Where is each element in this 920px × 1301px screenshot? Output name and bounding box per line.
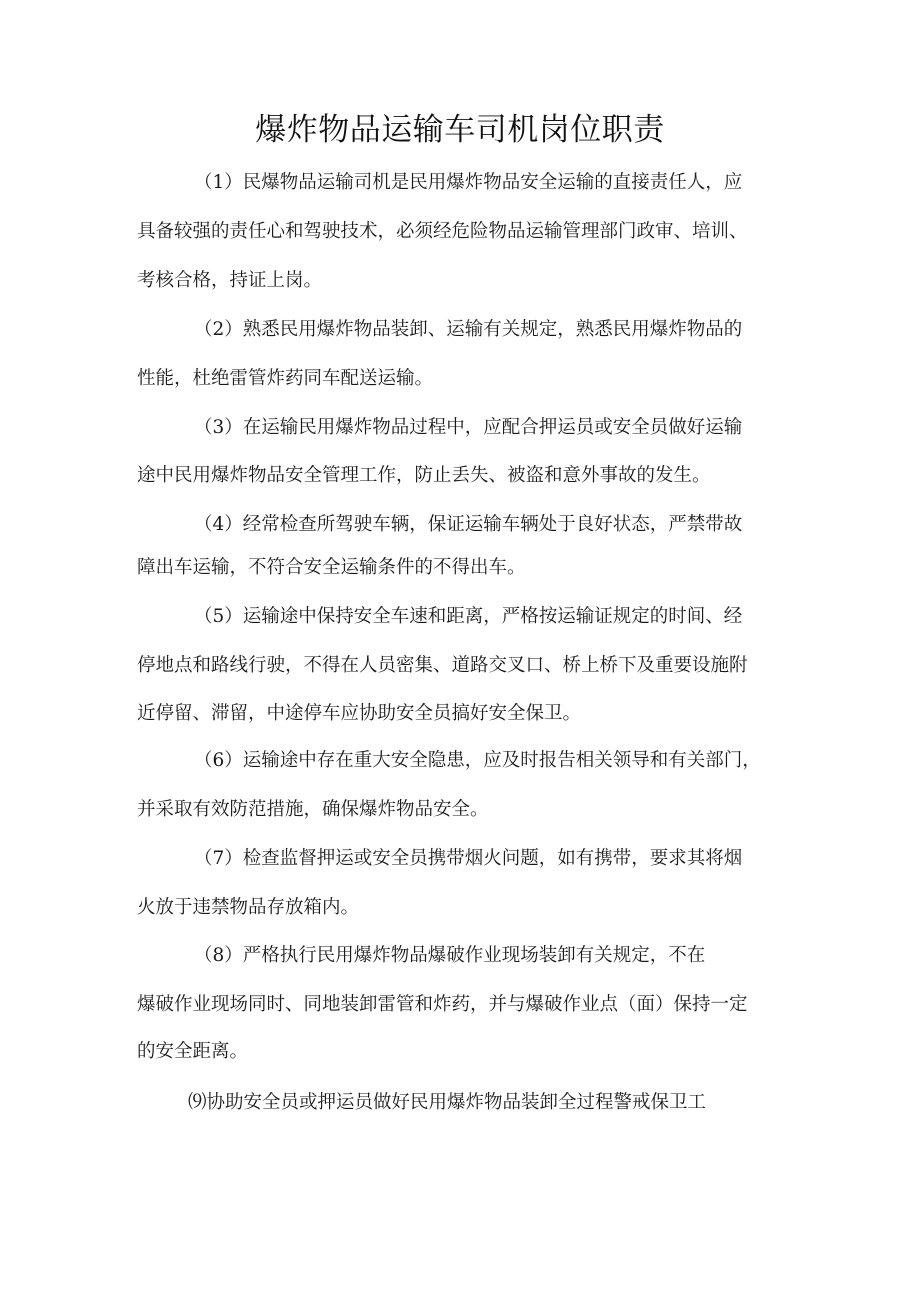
p5-line-3: 近停留、滞留，中途停车应协助安全员搞好安全保卫。: [137, 703, 582, 724]
p4-line-1: （4）经常检查所驾驶车辆，保证运输车辆处于良好状态，严禁带故: [194, 514, 743, 535]
p4-line-2: 障出车运输，不符合安全运输条件的不得出车。: [137, 557, 526, 578]
p1-line-3: 考核合格，持证上岗。: [137, 270, 323, 291]
p8-line-1: （8）严格执行民用爆炸物品爆破作业现场装卸有关规定，不在: [194, 945, 706, 966]
p9-line-1: ⑼协助安全员或押运员做好民用爆炸物品装卸全过程警戒保卫工: [188, 1092, 707, 1113]
p8-line-3: 的安全距离。: [137, 1041, 249, 1062]
p6-line-1: （6）运输途中存在重大安全隐患，应及时报告相关领导和有关部门，: [194, 750, 761, 771]
document-title: 爆炸物品运输车司机岗位职责: [255, 112, 665, 148]
p1-line-2: 具备较强的责任心和驾驶技术，必须经危险物品运输管理部门政审、培训、: [137, 221, 748, 242]
p5-line-1: （5）运输途中保持安全车速和距离，严格按运输证规定的时间、经: [194, 606, 743, 627]
p2-line-1: （2）熟悉民用爆炸物品装卸、运输有关规定，熟悉民用爆炸物品的: [194, 319, 743, 340]
p8-line-2: 爆破作业现场同时、同地装卸雷管和炸药，并与爆破作业点（面）保持一定: [137, 994, 748, 1015]
p7-line-2: 火放于违禁物品存放箱内。: [137, 897, 360, 918]
p2-line-2: 性能，杜绝雷管炸药同车配送运输。: [137, 368, 434, 389]
p7-line-1: （7）检查监督押运或安全员携带烟火问题，如有携带，要求其将烟: [194, 848, 743, 869]
p1-line-1: （1）民爆物品运输司机是民用爆炸物品安全运输的直接责任人，应: [194, 172, 743, 193]
p6-line-2: 并采取有效防范措施，确保爆炸物品安全。: [137, 799, 489, 820]
p3-line-1: （3）在运输民用爆炸物品过程中，应配合押运员或安全员做好运输: [194, 417, 743, 438]
p5-line-2: 停地点和路线行驶，不得在人员密集、道路交叉口、桥上桥下及重要设施附: [137, 655, 748, 676]
p3-line-2: 途中民用爆炸物品安全管理工作，防止丢失、被盗和意外事故的发生。: [137, 465, 711, 486]
